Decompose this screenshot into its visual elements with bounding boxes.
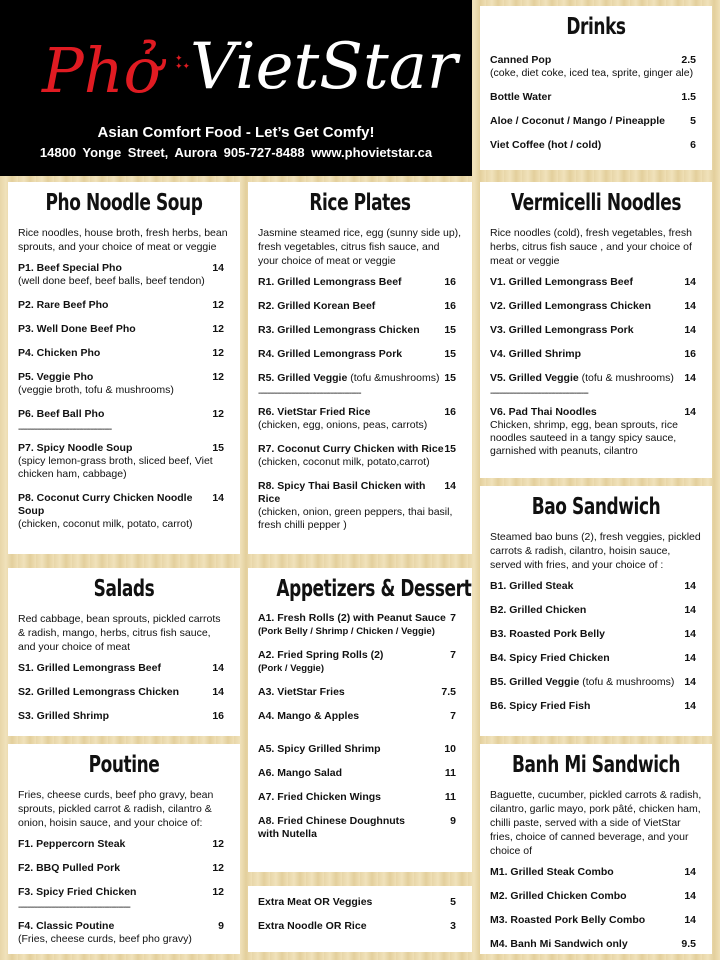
menu-item <box>258 443 462 469</box>
item-name: S1. Grilled Lemongrass Beef <box>18 662 161 674</box>
menu-item <box>258 686 462 699</box>
logo-pho-text: Phở <box>42 34 161 107</box>
menu-item <box>258 612 462 638</box>
item-name: P7. Spicy Noodle Soup <box>18 442 133 454</box>
divider: ------------------------------------------------ <box>18 904 130 912</box>
section-description: Steamed bao buns (2), fresh veggies, pickled carrots & radish, cilantro, hoisin sauce, served with fries, and your choice of : <box>490 531 701 571</box>
item-name: R2. Grilled Korean Beef <box>258 300 376 312</box>
drinks-title: Drinks <box>566 14 626 40</box>
item-name: A7. Fried Chicken Wings <box>258 791 382 803</box>
banhmi-title: Banh Mi Sandwich <box>511 752 680 778</box>
item-price: 12 <box>212 838 224 850</box>
menu-item <box>18 838 230 851</box>
item-name: A4. Mango & Apples <box>258 710 360 722</box>
item-price: 14 <box>212 662 224 674</box>
item-extra: (tofu &mushrooms) <box>347 372 440 384</box>
item-price: 15 <box>444 324 456 336</box>
menu-item <box>18 492 230 531</box>
section-description: Red cabbage, bean sprouts, pickled carrots & radish, mango, herbs, citrus fish sauce, and your choice of meat <box>18 613 221 653</box>
menu-item <box>258 743 462 756</box>
item-name: V4. Grilled Shrimp <box>490 348 582 360</box>
menu-item <box>490 580 702 593</box>
item-name: Aloe / Coconut / Mango / Pineapple <box>490 115 666 127</box>
menu-item <box>490 324 702 337</box>
item-price: 6 <box>690 139 696 151</box>
item-name: Extra Noodle OR Rice <box>258 920 367 932</box>
item-price: 11 <box>444 791 456 803</box>
menu-item <box>490 628 702 641</box>
item-name: Bottle Water <box>490 91 552 103</box>
item-name: A2. Fried Spring Rolls (2) <box>258 649 384 661</box>
item-price: 16 <box>444 300 456 312</box>
vermicelli-title: Vermicelli Noodles <box>510 190 682 216</box>
item-description: (well done beef, beef balls, beef tendon) <box>18 275 205 287</box>
item-price: 7.5 <box>441 686 456 698</box>
item-name: A6. Mango Salad <box>258 767 343 779</box>
item-price: 12 <box>212 886 224 898</box>
menu-item <box>258 896 462 909</box>
menu-item <box>18 710 230 723</box>
item-name: P3. Well Done Beef Pho <box>18 323 136 335</box>
address-line: 14800 Yonge Street, Aurora 905-727-8488 www.phovietstar.ca <box>39 145 433 160</box>
menu-item <box>258 348 462 361</box>
item-name: M1. Grilled Steak Combo <box>490 866 614 878</box>
item-price: 12 <box>212 299 224 311</box>
item-name: V1. Grilled Lemongrass Beef <box>490 276 633 288</box>
item-price: 1.5 <box>681 91 696 103</box>
item-price: 16 <box>444 276 456 288</box>
item-price: 14 <box>684 700 696 712</box>
menu-item <box>18 886 230 899</box>
menu-item <box>490 348 702 361</box>
menu-item <box>258 276 462 289</box>
item-price: 9.5 <box>681 938 696 950</box>
menu-item <box>490 604 702 617</box>
item-description: (spicy lemon-grass broth, sliced beef, Viet chicken ham, cabbage) <box>18 455 213 480</box>
item-price: 12 <box>212 371 224 383</box>
item-name: V6. Pad Thai Noodles <box>490 406 597 418</box>
item-name: B4. Spicy Fried Chicken <box>490 652 610 664</box>
item-name: A1. Fresh Rolls (2) with Peanut Sauce <box>258 612 446 624</box>
item-price: 15 <box>444 372 456 384</box>
item-name: F3. Spicy Fried Chicken <box>18 886 137 898</box>
item-price: 14 <box>212 686 224 698</box>
menu-item <box>258 920 462 933</box>
item-price: 15 <box>212 442 224 454</box>
menu-item <box>490 700 702 713</box>
item-name: R7. Coconut Curry Chicken with Rice <box>258 443 444 455</box>
item-price: 11 <box>444 767 456 779</box>
item-name: S2. Grilled Lemongrass Chicken <box>18 686 180 698</box>
appetizers-title: Appetizers & Dessert <box>276 576 472 602</box>
menu-item <box>18 920 230 946</box>
section-description: Fries, cheese curds, beef pho gravy, bean sprouts, pickled carrot & radish, cilantro & onion, hoisin sauce, and your choice of: <box>18 789 214 829</box>
item-extra: (tofu & mushrooms) <box>579 676 675 688</box>
section-description: Jasmine steamed rice, egg (sunny side up), fresh vegetables, citrus fish sauce, and your choice of meat or veggie <box>258 227 462 267</box>
item-name: P6. Beef Ball Pho <box>18 408 105 420</box>
item-name: Viet Coffee (hot / cold) <box>490 139 602 151</box>
section-description: Baguette, cucumber, pickled carrots & radish, cilantro, garlic mayo, pork pâté, chicken ham, chilli paste, served with a side of VietStar fries, choice of canned beverage, and your choice of <box>490 789 702 857</box>
menu-item <box>18 347 230 360</box>
item-price: 15 <box>444 348 456 360</box>
item-name: P8. Coconut Curry Chicken Noodle Soup <box>18 492 193 517</box>
item-name: F2. BBQ Pulled Pork <box>18 862 121 874</box>
banhmi-panel <box>480 744 712 954</box>
item-price: 12 <box>212 347 224 359</box>
menu-item <box>490 938 702 951</box>
menu-item <box>490 115 702 128</box>
menu-item <box>258 480 462 532</box>
item-name: A8. Fried Chinese Doughnuts with Nutella <box>258 815 406 840</box>
item-price: 7 <box>450 612 456 624</box>
menu-item <box>18 408 230 421</box>
item-price: 14 <box>684 866 696 878</box>
menu-item <box>18 371 230 397</box>
item-price: 14 <box>684 890 696 902</box>
menu-item <box>258 300 462 313</box>
item-price: 14 <box>684 276 696 288</box>
item-price: 16 <box>684 348 696 360</box>
item-name: M3. Roasted Pork Belly Combo <box>490 914 646 926</box>
item-name: S3. Grilled Shrimp <box>18 710 110 722</box>
item-price: 14 <box>684 406 696 418</box>
pho-title: Pho Noodle Soup <box>45 190 203 216</box>
menu-item <box>18 862 230 875</box>
item-price: 14 <box>684 300 696 312</box>
salads-panel <box>8 568 240 736</box>
item-price: 16 <box>444 406 456 418</box>
item-name: R4. Grilled Lemongrass Pork <box>258 348 403 360</box>
section-description: Rice noodles, house broth, fresh herbs, bean sprouts, and your choice of meat or veggie <box>18 227 228 253</box>
menu-item <box>490 890 702 903</box>
item-price: 9 <box>218 920 224 932</box>
item-name: V3. Grilled Lemongrass Pork <box>490 324 634 336</box>
item-name: B1. Grilled Steak <box>490 580 574 592</box>
item-name: B6. Spicy Fried Fish <box>490 700 591 712</box>
item-name: B3. Roasted Pork Belly <box>490 628 605 640</box>
menu-item <box>490 300 702 313</box>
item-name: M4. Banh Mi Sandwich only <box>490 938 628 950</box>
menu-item <box>258 649 462 675</box>
item-name: R3. Grilled Lemongrass Chicken <box>258 324 420 336</box>
bao-panel <box>480 486 712 736</box>
logo-vietstar-text: VietStar <box>190 30 458 104</box>
item-name: F4. Classic Poutine <box>18 920 115 932</box>
menu-item <box>490 652 702 665</box>
section-description: Rice noodles (cold), fresh vegetables, fresh herbs, citrus fish sauce , and your choice of meat or veggie <box>490 227 692 267</box>
menu-item <box>490 676 702 689</box>
poutine-panel <box>8 744 240 954</box>
restaurant-header <box>0 0 472 176</box>
item-description: (coke, diet coke, iced tea, sprite, ginger ale) <box>490 67 694 79</box>
item-price: 7 <box>450 710 456 722</box>
item-description: (Pork / Veggie) <box>258 663 324 674</box>
item-price: 7 <box>450 649 456 661</box>
menu-item <box>490 91 702 104</box>
appetizers-panel <box>248 568 472 872</box>
item-description: (Fries, cheese curds, beef pho gravy) <box>18 933 192 945</box>
item-name: R8. Spicy Thai Basil Chicken with Rice <box>258 480 426 505</box>
item-name: R1. Grilled Lemongrass Beef <box>258 276 402 288</box>
item-name: B5. Grilled Veggie <box>490 676 580 688</box>
rice-title: Rice Plates <box>309 190 411 216</box>
menu-item <box>490 914 702 927</box>
drinks-panel <box>480 6 712 170</box>
item-price: 14 <box>684 628 696 640</box>
item-description: (chicken, coconut milk, potato, carrot) <box>18 518 193 530</box>
divider: -------------------------------------------- <box>258 390 361 398</box>
menu-item <box>18 662 230 675</box>
item-name: M2. Grilled Chicken Combo <box>490 890 627 902</box>
item-extra: (tofu & mushrooms) <box>578 372 674 384</box>
menu-item <box>258 710 462 723</box>
item-price: 2.5 <box>681 54 696 66</box>
item-name: R6. VietStar Fried Rice <box>258 406 371 418</box>
rice-panel <box>248 182 472 554</box>
star-icon: ✦ ✦✦ <box>175 53 191 71</box>
vermicelli-panel <box>480 182 712 478</box>
menu-item <box>490 372 702 385</box>
menu-item <box>258 815 462 841</box>
item-name: Canned Pop <box>490 54 552 66</box>
item-price: 14 <box>684 604 696 616</box>
item-price: 12 <box>212 323 224 335</box>
poutine-title: Poutine <box>88 752 160 778</box>
item-price: 14 <box>684 914 696 926</box>
restaurant-logo <box>30 22 460 122</box>
item-description: (veggie broth, tofu & mushrooms) <box>18 384 174 396</box>
item-name: B2. Grilled Chicken <box>490 604 587 616</box>
bao-title: Bao Sandwich <box>531 494 661 520</box>
item-name: Extra Meat OR Veggies <box>258 896 373 908</box>
item-name: V2. Grilled Lemongrass Chicken <box>490 300 652 312</box>
menu-item <box>18 686 230 699</box>
menu-item <box>490 276 702 289</box>
item-description: (chicken, onion, green peppers, thai basil, fresh chilli pepper ) <box>258 506 453 531</box>
item-name: R5. Grilled Veggie <box>258 372 348 384</box>
menu-item <box>18 262 230 288</box>
extras-panel <box>248 886 472 952</box>
item-price: 14 <box>684 676 696 688</box>
item-description: Chicken, shrimp, egg, bean sprouts, rice noodles sauteed in a tangy spicy sauce, garnished with peanuts, cilantro <box>490 419 678 457</box>
salads-title: Salads <box>93 576 155 602</box>
item-price: 5 <box>450 896 456 908</box>
item-name: P2. Rare Beef Pho <box>18 299 109 311</box>
item-price: 14 <box>684 324 696 336</box>
item-price: 12 <box>212 408 224 420</box>
divider: ------------------------------------------ <box>490 390 588 398</box>
item-description: (chicken, egg, onions, peas, carrots) <box>258 419 428 431</box>
item-price: 14 <box>684 652 696 664</box>
item-price: 9 <box>450 815 456 827</box>
item-price: 16 <box>212 710 224 722</box>
item-price: 14 <box>444 480 456 492</box>
menu-item <box>490 54 702 80</box>
menu-item <box>258 767 462 780</box>
tagline: Asian Comfort Food - Let’s Get Comfy! <box>97 124 375 141</box>
item-name: F1. Peppercorn Steak <box>18 838 126 850</box>
item-price: 14 <box>212 492 224 504</box>
menu-item <box>490 139 702 152</box>
item-price: 14 <box>684 372 696 384</box>
menu-item <box>490 866 702 879</box>
item-description: (chicken, coconut milk, potato,carrot) <box>258 456 430 468</box>
menu-item <box>490 406 702 458</box>
item-price: 10 <box>444 743 456 755</box>
menu-item <box>18 442 230 481</box>
menu-item <box>258 324 462 337</box>
menu-item <box>258 406 462 432</box>
divider: ---------------------------------------- <box>18 426 112 434</box>
item-price: 15 <box>444 443 456 455</box>
item-price: 3 <box>450 920 456 932</box>
menu-item <box>18 323 230 336</box>
item-description: (Pork Belly / Shrimp / Chicken / Veggie) <box>258 626 435 637</box>
item-name: P1. Beef Special Pho <box>18 262 122 274</box>
menu-item <box>258 791 462 804</box>
item-name: V5. Grilled Veggie <box>490 372 579 384</box>
item-price: 5 <box>690 115 696 127</box>
item-name: P4. Chicken Pho <box>18 347 101 359</box>
item-name: A5. Spicy Grilled Shrimp <box>258 743 381 755</box>
menu-item <box>18 299 230 312</box>
item-price: 14 <box>212 262 224 274</box>
item-name: A3. VietStar Fries <box>258 686 345 698</box>
item-price: 12 <box>212 862 224 874</box>
menu-item <box>258 372 462 385</box>
pho-panel <box>8 182 240 554</box>
item-price: 14 <box>684 580 696 592</box>
item-name: P5. Veggie Pho <box>18 371 94 383</box>
